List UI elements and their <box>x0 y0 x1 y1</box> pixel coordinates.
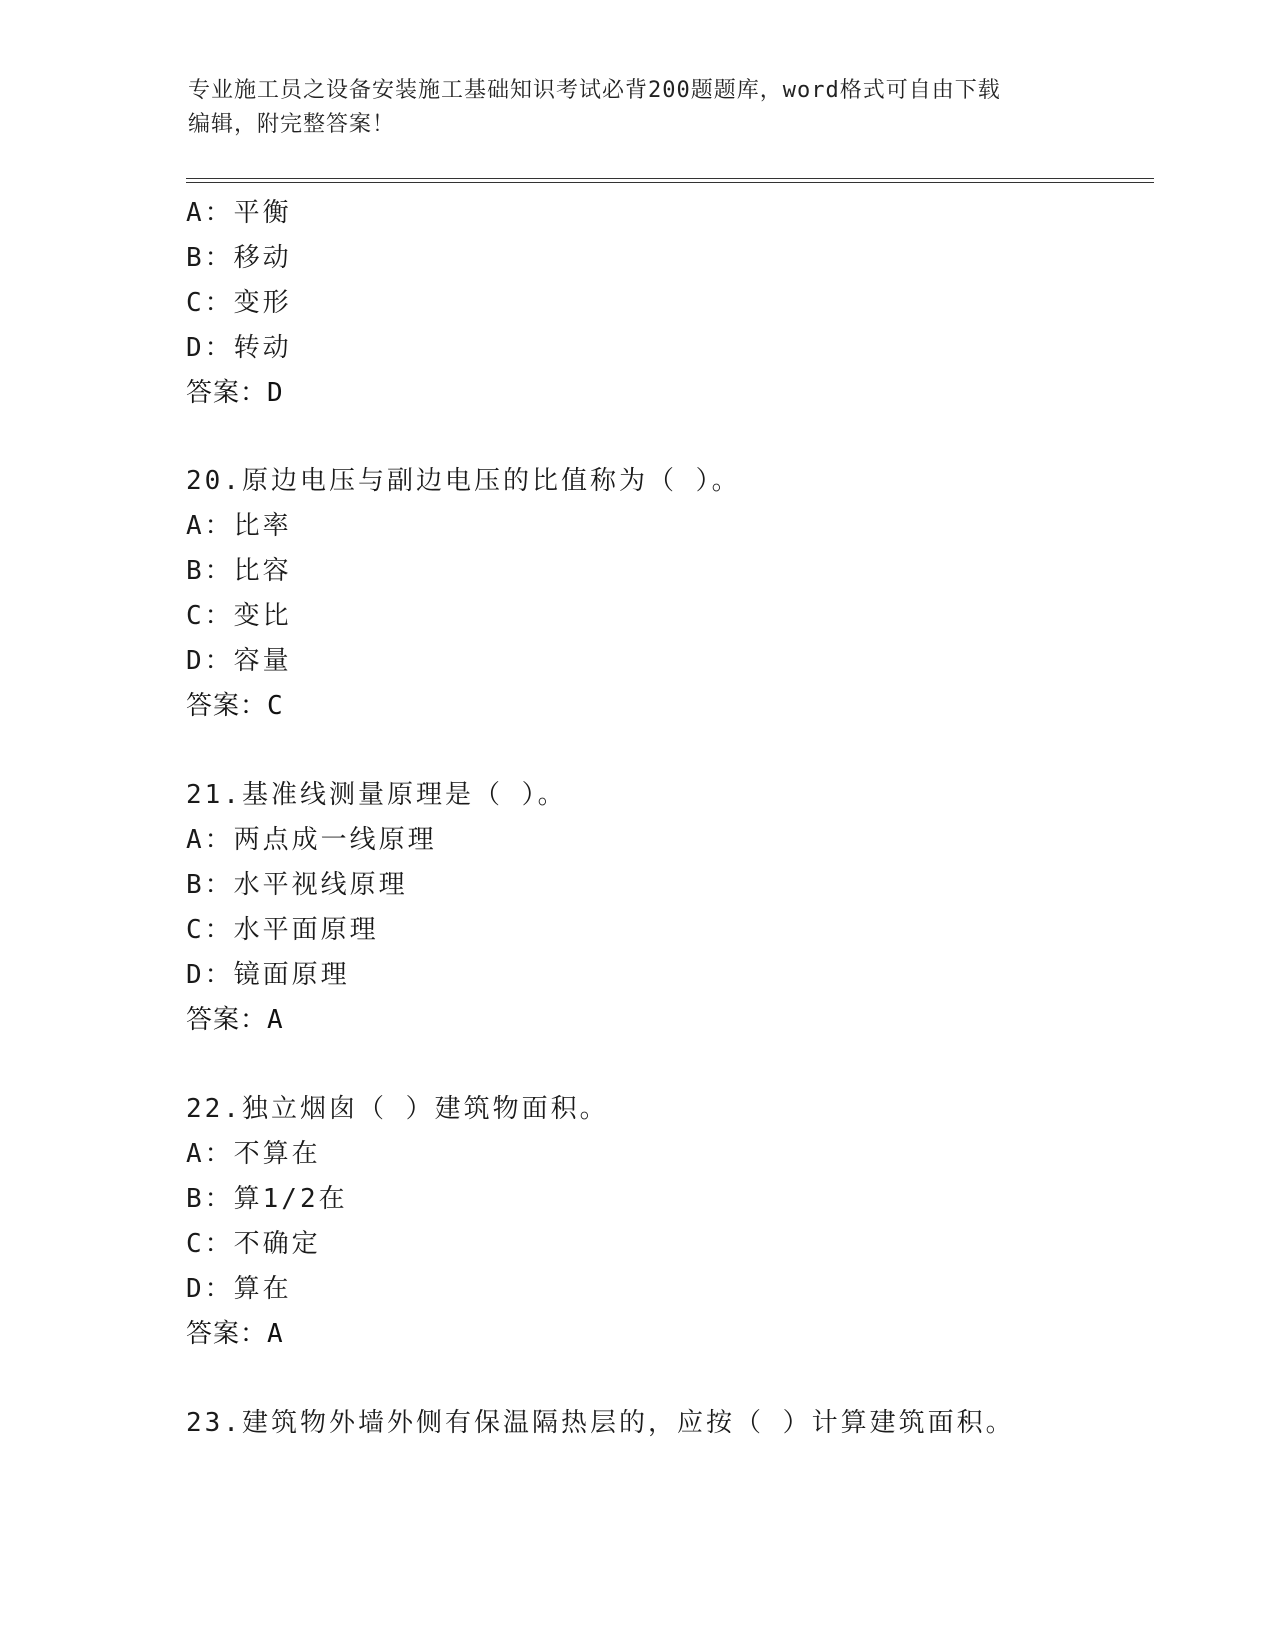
q19-option-c: C：变形 <box>186 288 292 318</box>
q21-answer: 答案：A <box>186 1005 284 1035</box>
q21-option-b: B：水平视线原理 <box>186 870 408 900</box>
q23-question: 23.建筑物外墙外侧有保温隔热层的，应按（ ）计算建筑面积。 <box>186 1408 1015 1438</box>
q20-answer: 答案：C <box>186 691 284 721</box>
q21-option-c: C：水平面原理 <box>186 915 379 945</box>
q20-option-b: B：比容 <box>186 556 292 586</box>
header-title-line-1: 专业施工员之设备安装施工基础知识考试必背200题题库，word格式可自由下载 <box>188 78 1001 103</box>
q20-question: 20.原边电压与副边电压的比值称为（ ）。 <box>186 466 741 496</box>
q21-option-a: A：两点成一线原理 <box>186 825 437 855</box>
q22-option-c: C：不确定 <box>186 1229 321 1259</box>
q20-option-c: C：变比 <box>186 601 292 631</box>
header-title-line-2: 编辑，附完整答案！ <box>188 112 396 137</box>
q22-answer: 答案：A <box>186 1319 284 1349</box>
header-divider-top <box>186 178 1154 179</box>
q22-option-a: A：不算在 <box>186 1139 321 1169</box>
q22-question: 22.独立烟囱（ ）建筑物面积。 <box>186 1094 609 1124</box>
q19-option-b: B：移动 <box>186 243 292 273</box>
q22-option-b: B：算1/2在 <box>186 1184 348 1214</box>
q19-option-a: A：平衡 <box>186 198 292 228</box>
document-header <box>188 74 1088 142</box>
q19-option-d: D：转动 <box>186 333 292 363</box>
q20-option-d: D：容量 <box>186 646 292 676</box>
q20-option-a: A：比率 <box>186 511 292 541</box>
header-divider-bottom <box>186 182 1154 183</box>
q22-option-d: D：算在 <box>186 1274 292 1304</box>
q21-option-d: D：镜面原理 <box>186 960 350 990</box>
q21-question: 21.基准线测量原理是（ ）。 <box>186 780 567 810</box>
q19-answer: 答案：D <box>186 378 284 408</box>
